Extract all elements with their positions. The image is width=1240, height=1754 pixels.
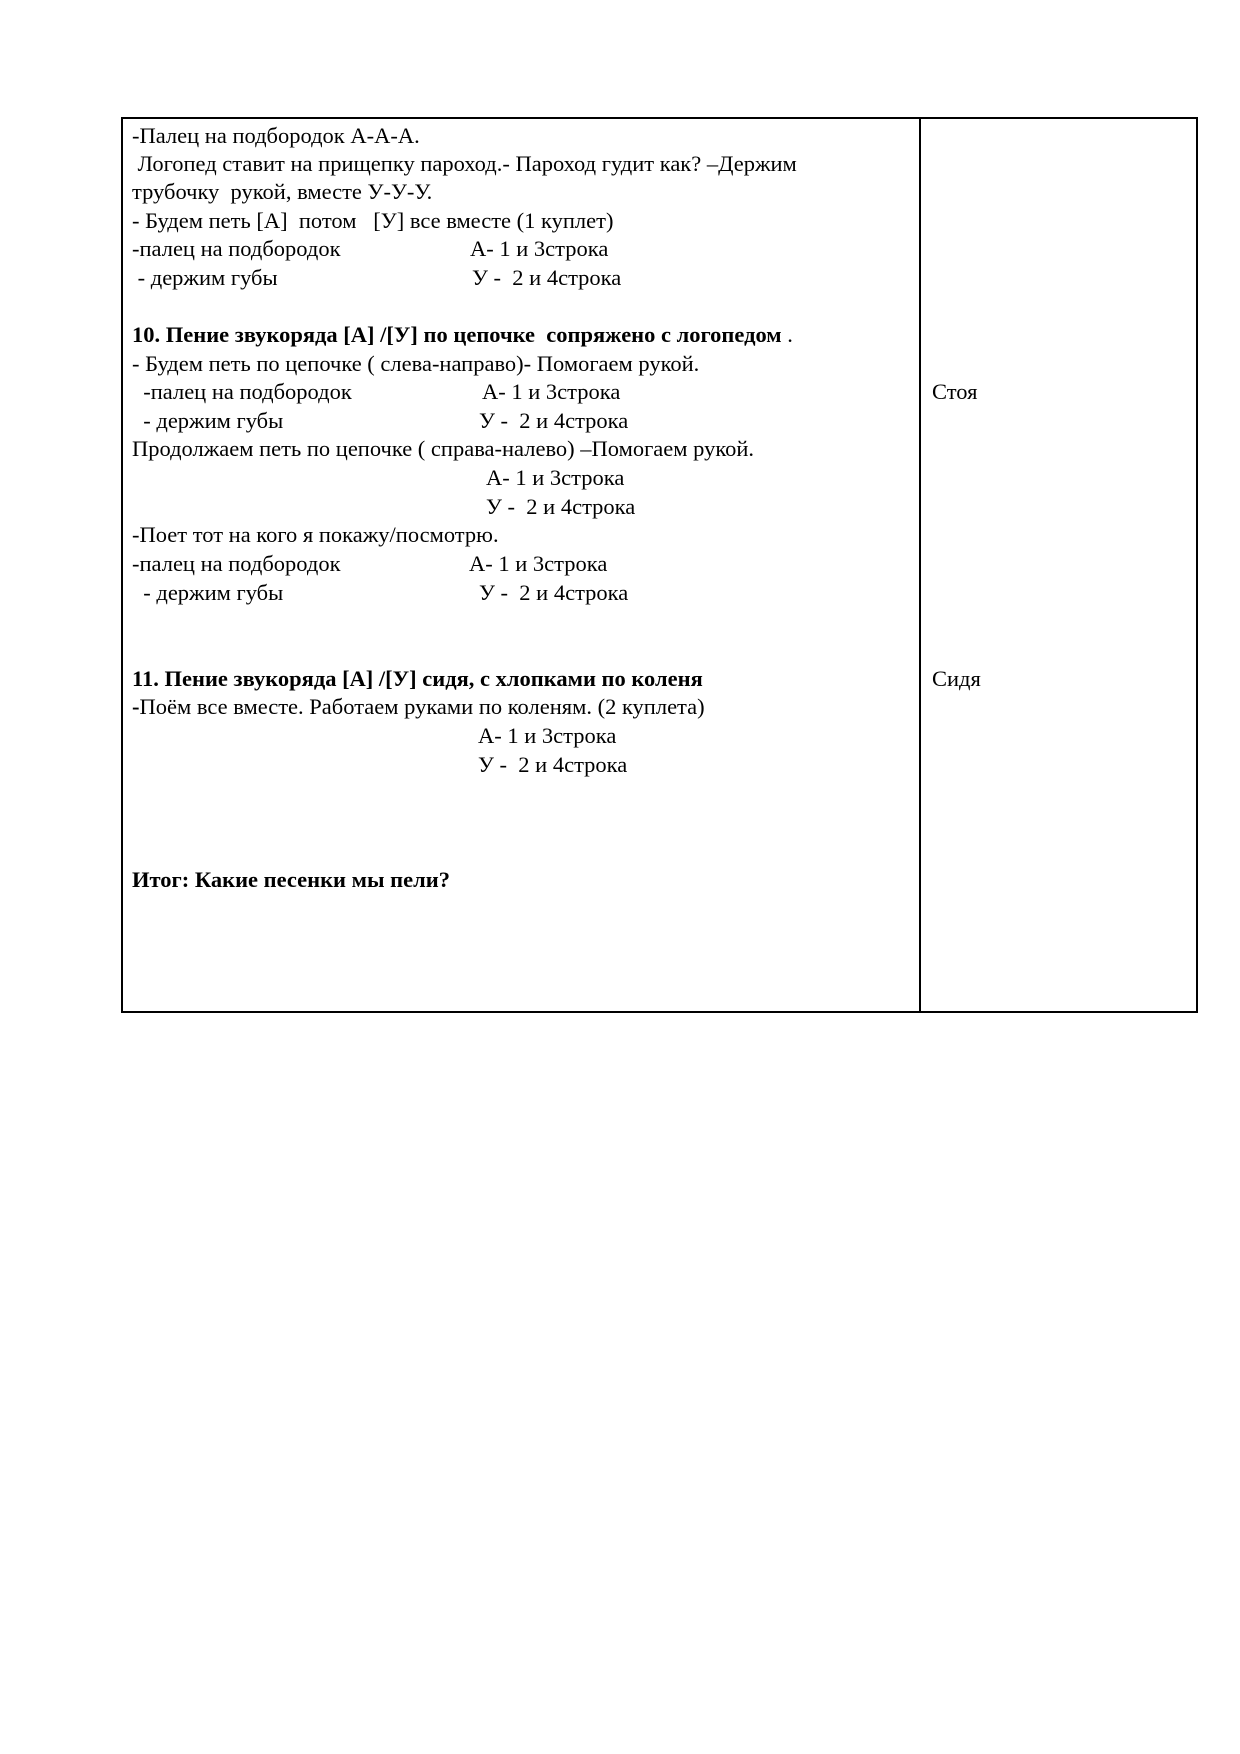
section-11-line-2-right: А- 1 и 3строка — [478, 723, 617, 748]
intro-line-4: - Будем петь [А] потом [У] все вместе (1 куплет) — [132, 208, 614, 233]
section-11-line-1 — [132, 693, 705, 721]
section-11-line-3-right: У - 2 и 4строка — [478, 752, 628, 777]
intro-line-2: Логопед ставит на прищепку пароход.- Пароход гудит как? –Держим — [132, 151, 797, 176]
section-10-line-8-left: -палец на подбородок — [132, 551, 341, 576]
section-10-line-6-right: У - 2 и 4строка — [486, 494, 636, 519]
posture-standing: Стоя — [932, 379, 978, 404]
section-10-line-7: -Поет тот на кого я покажу/посмотрю. — [132, 522, 499, 547]
intro-line-6-right: У - 2 и 4строка — [472, 265, 622, 290]
intro-line-5-left: -палец на подбородок — [132, 236, 341, 261]
summary-line: Итог: Какие песенки мы пели? — [132, 867, 450, 892]
section-11-line-1-dash: - — [132, 694, 140, 719]
activities-cell — [123, 119, 921, 1011]
section-10-line-4: Продолжаем петь по цепочке ( справа-налево) –Помогаем рукой. — [132, 436, 755, 461]
section-10-line-5-right: А- 1 и 3строка — [486, 465, 625, 490]
section-10-line-8-right: А- 1 и 3строка — [469, 551, 608, 576]
section-10-heading-text: 10. Пение звукоряда [А] /[У] по цепочке сопряжено с логопедом — [132, 322, 782, 347]
intro-line-5-right: А- 1 и 3строка — [470, 236, 609, 261]
section-10-line-9-left: - держим губы — [132, 580, 284, 605]
section-11-line-1-text: Поём все вместе. Работаем руками по коленям. (2 куплета) — [139, 694, 705, 719]
section-10-line-1: - Будем петь по цепочке ( слева-направо)- Помогаем рукой. — [132, 351, 700, 376]
section-10-line-2-left: -палец на подбородок — [132, 379, 352, 404]
section-10-line-3-left: - держим губы — [132, 408, 284, 433]
intro-line-3: трубочку рукой, вместе У-У-У. — [132, 179, 433, 204]
intro-line-6-left: - держим губы — [132, 265, 278, 290]
section-11-heading: 11. Пение звукоряда [А] /[У] сидя, с хлопками по коленя — [132, 666, 703, 691]
section-10-line-3-right: У - 2 и 4строка — [479, 408, 629, 433]
section-10-heading — [132, 321, 793, 349]
posture-sitting: Сидя — [932, 666, 981, 691]
section-10-line-2-right: А- 1 и 3строка — [482, 379, 621, 404]
section-10-line-9-right: У - 2 и 4строка — [479, 580, 629, 605]
intro-line-1: -Палец на подбородок А-А-А. — [132, 123, 420, 148]
posture-cell — [921, 119, 1196, 1011]
lesson-table — [121, 117, 1198, 1013]
section-10-heading-suffix: . — [781, 322, 793, 347]
